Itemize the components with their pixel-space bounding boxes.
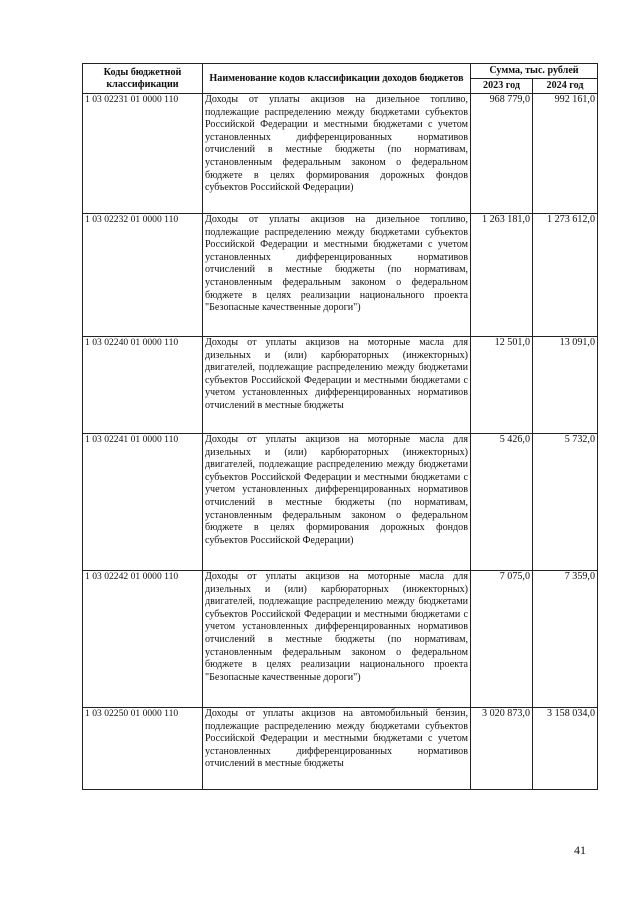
row-value-2024: 3 158 034,0: [533, 708, 598, 790]
row-name: Доходы от уплаты акцизов на автомобильный бензин, подлежащие распределению между бюджетами субъектов Российской Федерации и местными бюджетами с учетом установленных дифференцированных нормативов отчислений в местные бюджеты: [203, 708, 471, 790]
page-number: 41: [574, 843, 586, 857]
table-row: [83, 214, 598, 337]
row-value-2023: 1 263 181,0: [471, 214, 533, 337]
table-body: [83, 94, 598, 790]
header-year-2024: 2024 год: [533, 79, 598, 94]
row-code: 1 03 02241 01 0000 110: [83, 434, 203, 571]
row-value-2023: 12 501,0: [471, 337, 533, 434]
row-value-2023: 7 075,0: [471, 571, 533, 708]
row-value-2023: 968 779,0: [471, 94, 533, 214]
table-header: [83, 64, 598, 94]
table-row: [83, 708, 598, 790]
row-code: 1 03 02232 01 0000 110: [83, 214, 203, 337]
header-code: Коды бюджетной классификации: [83, 64, 203, 94]
header-name: Наименование кодов классификации доходов бюджетов: [203, 64, 471, 94]
header-sum: Сумма, тыс. рублей: [471, 64, 598, 79]
row-name: Доходы от уплаты акцизов на моторные масла для дизельных и (или) карбюраторных (инжекторных) двигателей, подлежащие распределению между бюджетами субъектов Российской Федерации и местными бюджетами с учетом установленных дифференцированных нормативов отчислений в местные бюджеты (по нормативам, установленным федеральным законом о федеральном бюджете в целях реализации национального проекта "Безопасные качественные дороги"): [203, 571, 471, 708]
row-value-2023: 3 020 873,0: [471, 708, 533, 790]
header-year-2023: 2023 год: [471, 79, 533, 94]
row-value-2024: 13 091,0: [533, 337, 598, 434]
table-row: [83, 94, 598, 214]
row-value-2023: 5 426,0: [471, 434, 533, 571]
row-code: 1 03 02242 01 0000 110: [83, 571, 203, 708]
table-row: [83, 434, 598, 571]
row-value-2024: 992 161,0: [533, 94, 598, 214]
row-value-2024: 5 732,0: [533, 434, 598, 571]
row-code: 1 03 02231 01 0000 110: [83, 94, 203, 214]
row-code: 1 03 02250 01 0000 110: [83, 708, 203, 790]
row-name: Доходы от уплаты акцизов на моторные масла для дизельных и (или) карбюраторных (инжекторных) двигателей, подлежащие распределению между бюджетами субъектов Российской Федерации и местными бюджетами с учетом установленных дифференцированных нормативов отчислений в местные бюджеты: [203, 337, 471, 434]
row-name: Доходы от уплаты акцизов на моторные масла для дизельных и (или) карбюраторных (инжекторных) двигателей, подлежащие распределению между бюджетами субъектов Российской Федерации и местными бюджетами с учетом установленных дифференцированных нормативов отчислений в местные бюджеты (по нормативам, установленным федеральным законом о федеральном бюджете в целях формирования дорожных фондов субъектов Российской Федерации): [203, 434, 471, 571]
table-row: [83, 571, 598, 708]
row-name: Доходы от уплаты акцизов на дизельное топливо, подлежащие распределению между бюджетами субъектов Российской Федерации и местными бюджетами с учетом установленных дифференцированных нормативов отчислений в местные бюджеты (по нормативам, установленным федеральным законом о федеральном бюджете в целях реализации национального проекта "Безопасные качественные дороги"): [203, 214, 471, 337]
budget-table: [82, 63, 598, 790]
row-code: 1 03 02240 01 0000 110: [83, 337, 203, 434]
row-value-2024: 7 359,0: [533, 571, 598, 708]
row-value-2024: 1 273 612,0: [533, 214, 598, 337]
table-row: [83, 337, 598, 434]
row-name: Доходы от уплаты акцизов на дизельное топливо, подлежащие распределению между бюджетами субъектов Российской Федерации и местными бюджетами с учетом установленных дифференцированных нормативов отчислений в местные бюджеты (по нормативам, установленным федеральным законом о федеральном бюджете в целях формирования дорожных фондов субъектов Российской Федерации): [203, 94, 471, 214]
